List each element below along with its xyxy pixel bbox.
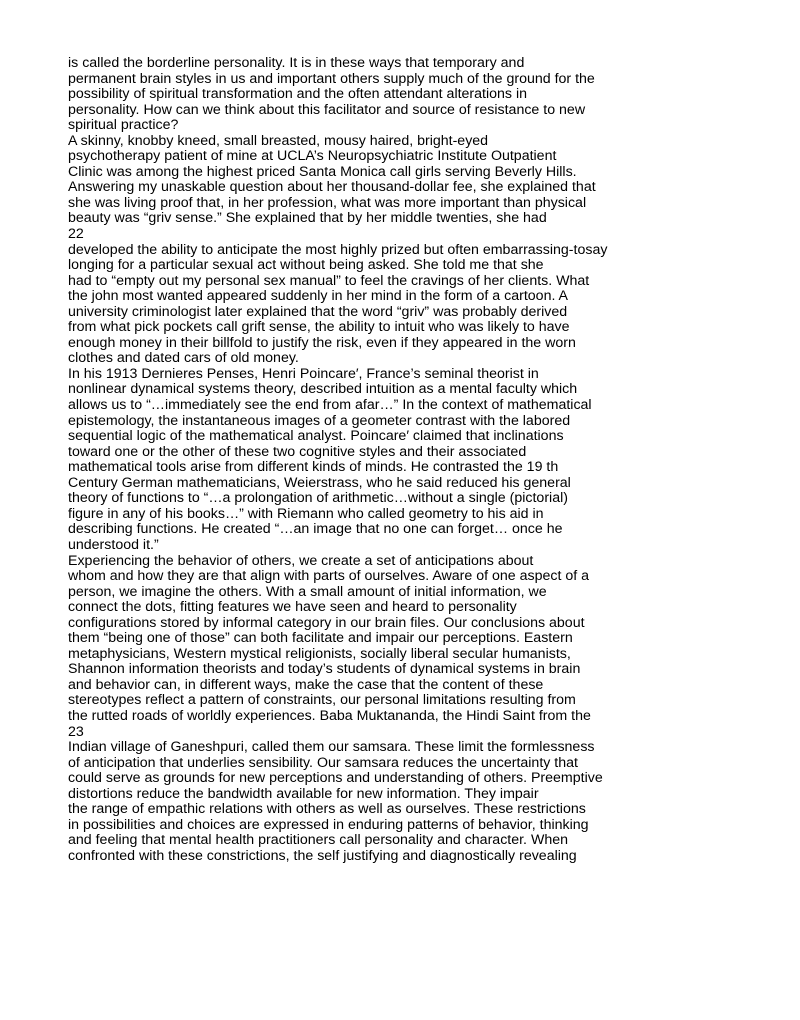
- text-line: beauty was “griv sense.” She explained that by her middle twenties, she had: [68, 210, 547, 227]
- text-line: epistemology, the instantaneous images of a geometer contrast with the labored: [68, 412, 571, 429]
- document-page: [68, 56, 728, 864]
- text-line: she was living proof that, in her profession, what was more important than physical: [68, 194, 587, 211]
- text-line: In his 1913 Dernieres Penses, Henri Poincare′, France’s seminal theorist in: [68, 365, 539, 382]
- text-line: psychotherapy patient of mine at UCLA’s Neuropsychiatric Institute Outpatient: [68, 148, 557, 165]
- text-line: and feeling that mental health practitioners call personality and character. When: [68, 832, 569, 849]
- text-line: had to “empty out my personal sex manual” to feel the cravings of her clients. What: [68, 272, 590, 289]
- text-line: the john most wanted appeared suddenly in her mind in the form of a cartoon. A: [68, 288, 569, 305]
- text-line: developed the ability to anticipate the most highly prized but often embarrassing-tosay: [68, 241, 608, 258]
- text-line: possibility of spiritual transformation and the often attendant alterations in: [68, 86, 527, 103]
- page-number: 22: [68, 226, 84, 243]
- text-line: metaphysicians, Western mystical religionists, socially liberal secular humanists,: [68, 645, 571, 662]
- text-line: the range of empathic relations with others as well as ourselves. These restrictions: [68, 801, 586, 818]
- text-line: Indian village of Ganeshpuri, called them our samsara. These limit the formlessness: [68, 739, 595, 756]
- text-line: university criminologist later explained that the word “griv” was probably derived: [68, 303, 568, 320]
- text-line: sequential logic of the mathematical analyst. Poincare′ claimed that inclinations: [68, 428, 564, 445]
- text-line: Experiencing the behavior of others, we create a set of anticipations about: [68, 552, 534, 569]
- text-line: permanent brain styles in us and important others supply much of the ground for the: [68, 70, 595, 87]
- text-line: Answering my unaskable question about her thousand-dollar fee, she explained that: [68, 179, 596, 196]
- text-line: the rutted roads of worldly experiences. Baba Muktananda, the Hindi Saint from the: [68, 707, 591, 724]
- text-line: understood it.”: [68, 536, 159, 553]
- text-line: figure in any of his books…” with Riemann who called geometry to his aid in: [68, 505, 544, 522]
- text-line: confronted with these constrictions, the self justifying and diagnostically revealing: [68, 847, 577, 864]
- text-line: configurations stored by informal category in our brain files. Our conclusions about: [68, 614, 585, 631]
- text-line: allows us to “…immediately see the end from afar…” In the context of mathematical: [68, 397, 592, 414]
- text-line: Century German mathematicians, Weierstrass, who he said reduced his general: [68, 474, 571, 491]
- text-line: describing functions. He created “…an image that no one can forget… once he: [68, 521, 563, 538]
- text-line: is called the borderline personality. It is in these ways that temporary and: [68, 55, 525, 71]
- text-line: could serve as grounds for new perceptions and understanding of others. Preemptive: [68, 770, 603, 787]
- text-line: and behavior can, in different ways, make the case that the content of these: [68, 676, 544, 693]
- page-number: 23: [68, 723, 84, 740]
- text-line: clothes and dated cars of old money.: [68, 350, 299, 367]
- text-line: A skinny, knobby kneed, small breasted, mousy haired, bright-eyed: [68, 132, 489, 149]
- text-line: spiritual practice?: [68, 117, 179, 134]
- text-line: stereotypes reflect a pattern of constraints, our personal limitations resulting from: [68, 692, 576, 709]
- text-line: connect the dots, fitting features we have seen and heard to personality: [68, 599, 517, 616]
- text-line: enough money in their billfold to justify the risk, even if they appeared in the worn: [68, 334, 576, 351]
- text-line: them “being one of those” can both facilitate and impair our perceptions. Eastern: [68, 630, 573, 647]
- text-line: longing for a particular sexual act without being asked. She told me that she: [68, 257, 544, 274]
- text-line: whom and how they are that align with parts of ourselves. Aware of one aspect of a: [68, 568, 590, 585]
- text-line: mathematical tools arise from different kinds of minds. He contrasted the 19 th: [68, 459, 559, 476]
- text-line: Clinic was among the highest priced Santa Monica call girls serving Beverly Hills.: [68, 163, 577, 180]
- text-line: theory of functions to “…a prolongation of arithmetic…without a single (pictorial): [68, 490, 568, 507]
- text-line: Shannon information theorists and today’s students of dynamical systems in brain: [68, 661, 581, 678]
- text-line: toward one or the other of these two cognitive styles and their associated: [68, 443, 527, 460]
- text-line: from what pick pockets call grift sense, the ability to intuit who was likely to have: [68, 319, 570, 336]
- text-line: nonlinear dynamical systems theory, described intuition as a mental faculty which: [68, 381, 578, 398]
- text-line: person, we imagine the others. With a small amount of initial information, we: [68, 583, 547, 600]
- text-line: of anticipation that underlies sensibility. Our samsara reduces the uncertainty that: [68, 754, 578, 771]
- text-line: in possibilities and choices are expressed in enduring patterns of behavior, thinking: [68, 816, 589, 833]
- text-line: personality. How can we think about this facilitator and source of resistance to new: [68, 101, 586, 118]
- text-line: distortions reduce the bandwidth available for new information. They impair: [68, 785, 539, 802]
